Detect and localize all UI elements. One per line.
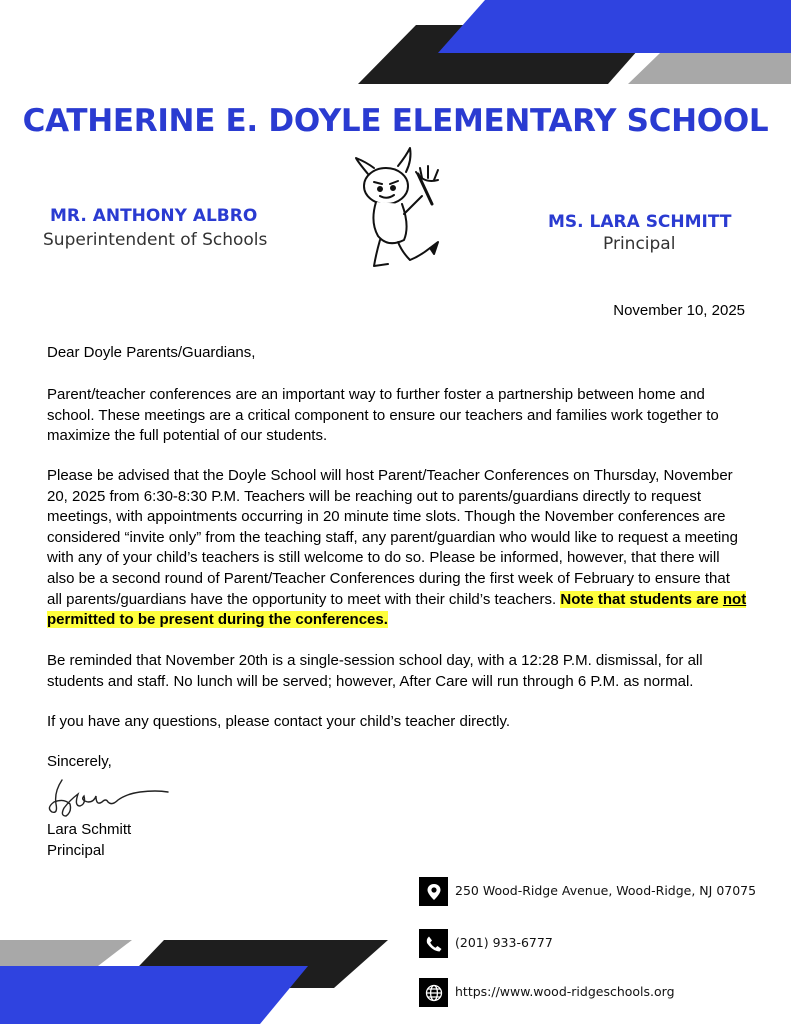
note-emphasis: not: [722, 590, 747, 608]
signer-name: Lara Schmitt: [47, 821, 132, 838]
location-pin-icon: [419, 877, 448, 906]
signature: [44, 772, 174, 820]
bottom-gray-stripe: [0, 940, 132, 966]
closing: Sincerely,: [47, 753, 112, 770]
signer-title: Principal: [47, 842, 105, 859]
phone-text: (201) 933-6777: [455, 935, 553, 950]
superintendent-name: MR. ANTHONY ALBRO: [50, 206, 258, 226]
paragraph-1: Parent/teacher conferences are an important way to further foster a partnership between home and school. These meetings are a critical component to ensure our teachers and families work together to maximize the full potential of our students.: [47, 386, 719, 445]
highlighted-note: Note that students are not permitted to be present during the conferences.: [47, 590, 747, 629]
superintendent-title: Superintendent of Schools: [43, 230, 268, 250]
bottom-blue-stripe: [0, 966, 308, 1024]
bottom-decoration: [0, 938, 420, 1024]
top-blue-stripe: [438, 0, 791, 53]
globe-icon: [419, 978, 448, 1007]
top-gray-stripe: [628, 53, 791, 84]
school-name: CATHERINE E. DOYLE ELEMENTARY SCHOOL: [22, 103, 769, 139]
phone-icon: [419, 929, 448, 958]
paragraph-4: If you have any questions, please contact your child’s teacher directly.: [47, 713, 511, 730]
top-decoration: [0, 0, 791, 90]
paragraph-2-text: Please be advised that the Doyle School will host Parent/Teacher Conferences on Thursday, November 20, 2025 from 6:30-8:30 P.M. Teachers will be reaching out to parents/guardians directly to request meetings, with appointments occurring in 20 minute time slots. Though the November conferences are considered “invite only” from the teaching staff, any parent/guardian who would like to request a meeting with any of your child’s teachers is still welcome to do so. Please be informed, however, that there will also be a second round of Parent/Teacher Conferences during the first week of February to ensure that all parents/guardians have the opportunity to meet with their child’s teachers.: [47, 467, 738, 608]
paragraph-2: [47, 466, 747, 631]
letter-date: November 10, 2025: [613, 302, 745, 319]
principal-name: MS. LARA SCHMITT: [548, 212, 732, 232]
paragraph-3: Be reminded that November 20th is a single-session school day, with a 12:28 P.M. dismissal, for all students and staff. No lunch will be served; however, After Care will run through 6 P.M. as normal.: [47, 652, 703, 690]
salutation: Dear Doyle Parents/Guardians,: [47, 344, 256, 361]
devil-mascot-icon: [350, 144, 450, 274]
address-text: 250 Wood-Ridge Avenue, Wood-Ridge, NJ 07075: [455, 883, 757, 898]
principal-title: Principal: [603, 234, 676, 254]
website-link[interactable]: https://www.wood-ridgeschools.org: [455, 984, 675, 999]
